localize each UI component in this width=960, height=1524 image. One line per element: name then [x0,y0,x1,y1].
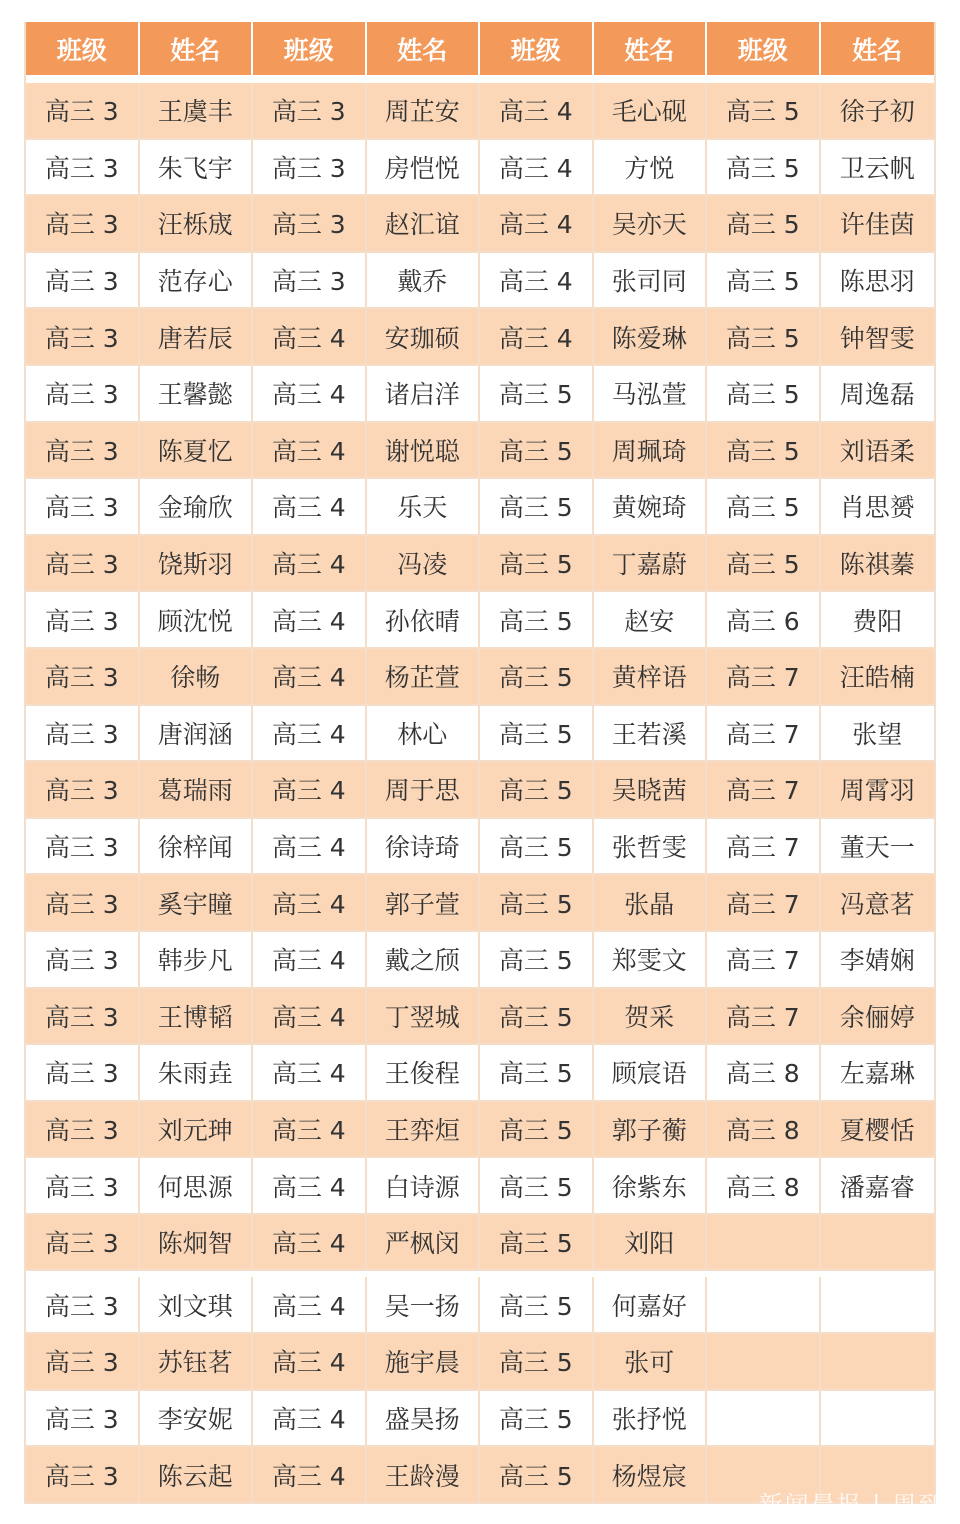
class-cell: 高三 3 [26,1045,140,1102]
class-cell: 高三 3 [26,819,140,876]
class-cell: 高三 4 [253,762,367,819]
name-cell: 何思源 [140,1158,254,1215]
name-cell: 左嘉琳 [821,1045,935,1102]
class-cell: 高三 7 [707,819,821,876]
class-cell: 高三 3 [26,366,140,423]
class-cell: 高三 4 [253,1102,367,1159]
class-cell: 高三 4 [253,989,367,1046]
name-cell: 肖思赟 [821,479,935,536]
table-row [26,536,934,593]
name-cell: 林心 [367,706,481,763]
name-cell: 乐天 [367,479,481,536]
class-cell: 高三 4 [253,479,367,536]
class-cell: 高三 3 [26,649,140,706]
name-cell: 张司同 [594,253,708,310]
name-cell: 白诗源 [367,1158,481,1215]
class-cell: 高三 3 [26,932,140,989]
name-cell: 郭子蘅 [594,1102,708,1159]
name-cell: 赵安 [594,592,708,649]
class-cell: 高三 5 [480,1447,594,1504]
name-cell: 陈云起 [140,1447,254,1504]
class-cell: 高三 3 [26,83,140,140]
name-cell: 夏樱恬 [821,1102,935,1159]
table-row [26,592,934,649]
table-row [26,366,934,423]
name-cell: 汪栎宬 [140,196,254,253]
class-cell: 高三 3 [26,706,140,763]
name-cell: 王若溪 [594,706,708,763]
class-cell: 高三 3 [26,989,140,1046]
name-cell: 戴之颀 [367,932,481,989]
name-cell: 徐子初 [821,83,935,140]
class-cell: 高三 7 [707,932,821,989]
name-list-table [24,22,936,1504]
table-row [26,1158,934,1215]
class-cell: 高三 4 [253,1391,367,1448]
class-cell: 高三 3 [26,1215,140,1272]
class-cell: 高三 4 [480,196,594,253]
class-cell: 高三 3 [26,140,140,197]
name-cell: 刘阳 [594,1215,708,1272]
class-cell: 高三 8 [707,1045,821,1102]
name-cell: 韩步凡 [140,932,254,989]
class-cell [707,1277,821,1334]
class-cell: 高三 5 [707,140,821,197]
name-cell: 冯凌 [367,536,481,593]
class-cell: 高三 5 [707,366,821,423]
name-cell: 严枫闵 [367,1215,481,1272]
name-cell: 刘文琪 [140,1277,254,1334]
class-cell: 高三 3 [26,1277,140,1334]
name-cell: 饶斯羽 [140,536,254,593]
class-cell: 高三 3 [26,1334,140,1391]
table-row [26,762,934,819]
name-cell: 徐紫东 [594,1158,708,1215]
name-cell: 冯意茗 [821,875,935,932]
class-cell: 高三 5 [480,932,594,989]
class-cell: 高三 4 [253,1334,367,1391]
class-cell: 高三 4 [480,140,594,197]
name-cell: 王龄漫 [367,1447,481,1504]
class-cell: 高三 5 [480,875,594,932]
class-cell: 高三 5 [707,536,821,593]
name-cell: 刘元珅 [140,1102,254,1159]
class-cell: 高三 4 [480,253,594,310]
class-cell: 高三 5 [480,819,594,876]
name-cell: 诸启洋 [367,366,481,423]
class-cell: 高三 5 [480,536,594,593]
name-cell: 杨芷萱 [367,649,481,706]
name-cell: 葛瑞雨 [140,762,254,819]
class-cell: 高三 5 [480,1391,594,1448]
class-cell [707,1391,821,1448]
name-cell: 陈祺蓁 [821,536,935,593]
class-cell: 高三 3 [26,196,140,253]
class-cell: 高三 3 [26,423,140,480]
class-cell: 高三 5 [480,1045,594,1102]
class-cell: 高三 5 [480,479,594,536]
name-cell: 余俪婷 [821,989,935,1046]
name-cell: 苏钰茗 [140,1334,254,1391]
class-cell: 高三 4 [253,536,367,593]
name-cell: 赵汇谊 [367,196,481,253]
class-cell: 高三 5 [707,423,821,480]
class-cell: 高三 3 [253,83,367,140]
class-cell: 高三 5 [480,1158,594,1215]
name-cell: 周珮琦 [594,423,708,480]
name-cell: 钟智雯 [821,309,935,366]
name-cell: 王弈烜 [367,1102,481,1159]
name-cell: 顾沈悦 [140,592,254,649]
header-class-2: 班级 [253,22,367,75]
header-class-1: 班级 [26,22,140,75]
table-row [26,1277,934,1334]
class-cell: 高三 4 [253,1277,367,1334]
table-row [26,479,934,536]
name-cell: 周霄羽 [821,762,935,819]
table-row [26,423,934,480]
header-name-2: 姓名 [367,22,481,75]
name-cell: 潘嘉睿 [821,1158,935,1215]
name-cell: 徐梓闻 [140,819,254,876]
name-cell: 丁嘉蔚 [594,536,708,593]
table-row [26,1045,934,1102]
name-cell: 施宇晨 [367,1334,481,1391]
class-cell: 高三 5 [707,196,821,253]
header-name-1: 姓名 [140,22,254,75]
name-cell: 房恺悦 [367,140,481,197]
class-cell: 高三 5 [480,1102,594,1159]
class-cell: 高三 7 [707,649,821,706]
name-cell: 丁翌城 [367,989,481,1046]
name-cell: 杨煜宸 [594,1447,708,1504]
name-cell: 李安妮 [140,1391,254,1448]
name-cell: 陈炯智 [140,1215,254,1272]
class-cell: 高三 4 [253,1447,367,1504]
class-cell: 高三 5 [707,309,821,366]
table-row [26,1334,934,1391]
class-cell: 高三 5 [480,1334,594,1391]
class-cell: 高三 5 [480,1277,594,1334]
class-cell: 高三 3 [26,1158,140,1215]
table-row [26,989,934,1046]
class-cell: 高三 3 [26,253,140,310]
name-cell: 汪皓楠 [821,649,935,706]
name-cell: 唐若辰 [140,309,254,366]
class-cell [707,1215,821,1272]
name-cell: 朱飞宇 [140,140,254,197]
name-cell: 周于思 [367,762,481,819]
name-cell: 王馨懿 [140,366,254,423]
table-row [26,1215,934,1272]
name-cell: 董天一 [821,819,935,876]
name-cell: 张可 [594,1334,708,1391]
class-cell: 高三 5 [480,706,594,763]
name-cell: 安珈硕 [367,309,481,366]
class-cell: 高三 4 [480,309,594,366]
class-cell: 高三 3 [253,140,367,197]
name-cell: 张哲雯 [594,819,708,876]
class-cell: 高三 3 [26,309,140,366]
name-cell: 盛昊扬 [367,1391,481,1448]
name-cell: 谢悦聪 [367,423,481,480]
name-cell: 吴一扬 [367,1277,481,1334]
name-list-table-wrapper [24,22,936,1504]
class-cell: 高三 5 [480,649,594,706]
name-cell: 马泓萱 [594,366,708,423]
class-cell [707,1334,821,1391]
class-cell: 高三 3 [26,762,140,819]
name-cell: 金瑜欣 [140,479,254,536]
name-cell: 费阳 [821,592,935,649]
class-cell: 高三 3 [26,479,140,536]
name-cell: 方悦 [594,140,708,197]
table-row [26,253,934,310]
class-cell: 高三 3 [26,592,140,649]
table-row [26,819,934,876]
table-row [26,1391,934,1448]
table-row [26,140,934,197]
name-cell: 吴亦天 [594,196,708,253]
name-cell [821,1277,935,1334]
name-cell: 徐诗琦 [367,819,481,876]
name-cell: 徐畅 [140,649,254,706]
name-cell: 朱雨垚 [140,1045,254,1102]
class-cell: 高三 3 [253,253,367,310]
name-cell: 李婧娴 [821,932,935,989]
spacer-cell [26,75,934,83]
name-cell [821,1215,935,1272]
class-cell: 高三 5 [480,366,594,423]
name-cell: 周逸磊 [821,366,935,423]
name-cell: 顾宸语 [594,1045,708,1102]
class-cell: 高三 4 [253,649,367,706]
class-cell: 高三 7 [707,875,821,932]
name-cell [821,1334,935,1391]
class-cell: 高三 5 [707,479,821,536]
class-cell: 高三 7 [707,762,821,819]
name-cell: 王博韬 [140,989,254,1046]
class-cell: 高三 6 [707,592,821,649]
header-class-4: 班级 [707,22,821,75]
name-cell: 孙依晴 [367,592,481,649]
name-cell: 郑雯文 [594,932,708,989]
class-cell: 高三 4 [253,309,367,366]
class-cell: 高三 4 [253,706,367,763]
name-cell: 张晶 [594,875,708,932]
class-cell: 高三 4 [253,423,367,480]
class-cell: 高三 5 [480,423,594,480]
class-cell: 高三 5 [480,1215,594,1272]
class-cell: 高三 5 [480,592,594,649]
class-cell: 高三 4 [253,819,367,876]
class-cell: 高三 3 [26,1447,140,1504]
name-cell: 奚宇瞳 [140,875,254,932]
class-cell: 高三 3 [253,196,367,253]
name-cell: 王虞丰 [140,83,254,140]
class-cell: 高三 4 [253,932,367,989]
header-spacer [26,75,934,83]
name-cell: 唐润涵 [140,706,254,763]
name-cell: 刘语柔 [821,423,935,480]
name-cell: 戴乔 [367,253,481,310]
name-cell: 王俊程 [367,1045,481,1102]
watermark-logo: 新闻晨报 | 周到 [758,1491,944,1519]
name-cell: 陈思羽 [821,253,935,310]
name-cell: 毛心砚 [594,83,708,140]
table-row [26,309,934,366]
table-row [26,706,934,763]
header-name-4: 姓名 [821,22,935,75]
name-cell: 许佳茵 [821,196,935,253]
name-cell: 卫云帆 [821,140,935,197]
class-cell: 高三 8 [707,1102,821,1159]
class-cell: 高三 7 [707,989,821,1046]
class-cell: 高三 4 [253,592,367,649]
name-cell: 范存心 [140,253,254,310]
name-cell: 黄婉琦 [594,479,708,536]
table-row [26,196,934,253]
class-cell: 高三 5 [480,762,594,819]
class-cell: 高三 4 [480,83,594,140]
class-cell: 高三 5 [480,989,594,1046]
header-class-3: 班级 [480,22,594,75]
class-cell: 高三 4 [253,1158,367,1215]
class-cell: 高三 8 [707,1158,821,1215]
name-cell: 何嘉好 [594,1277,708,1334]
header-name-3: 姓名 [594,22,708,75]
name-cell: 陈爱琳 [594,309,708,366]
class-cell: 高三 4 [253,875,367,932]
table-row [26,649,934,706]
class-cell: 高三 4 [253,1045,367,1102]
name-cell: 张抒悦 [594,1391,708,1448]
name-cell [821,1391,935,1448]
class-cell: 高三 5 [707,253,821,310]
name-cell: 陈夏忆 [140,423,254,480]
table-row [26,932,934,989]
class-cell: 高三 4 [253,1215,367,1272]
table-row [26,875,934,932]
class-cell: 高三 3 [26,536,140,593]
name-cell: 周芷安 [367,83,481,140]
class-cell: 高三 5 [707,83,821,140]
class-cell: 高三 3 [26,1102,140,1159]
class-cell: 高三 4 [253,366,367,423]
header-row [26,22,934,75]
name-cell: 吴晓茜 [594,762,708,819]
table-body [26,83,934,1504]
class-cell: 高三 3 [26,875,140,932]
table-row [26,1102,934,1159]
class-cell: 高三 7 [707,706,821,763]
class-cell: 高三 3 [26,1391,140,1448]
table-row [26,83,934,140]
name-cell: 黄梓语 [594,649,708,706]
name-cell: 张望 [821,706,935,763]
name-cell: 郭子萱 [367,875,481,932]
name-cell: 贺采 [594,989,708,1046]
